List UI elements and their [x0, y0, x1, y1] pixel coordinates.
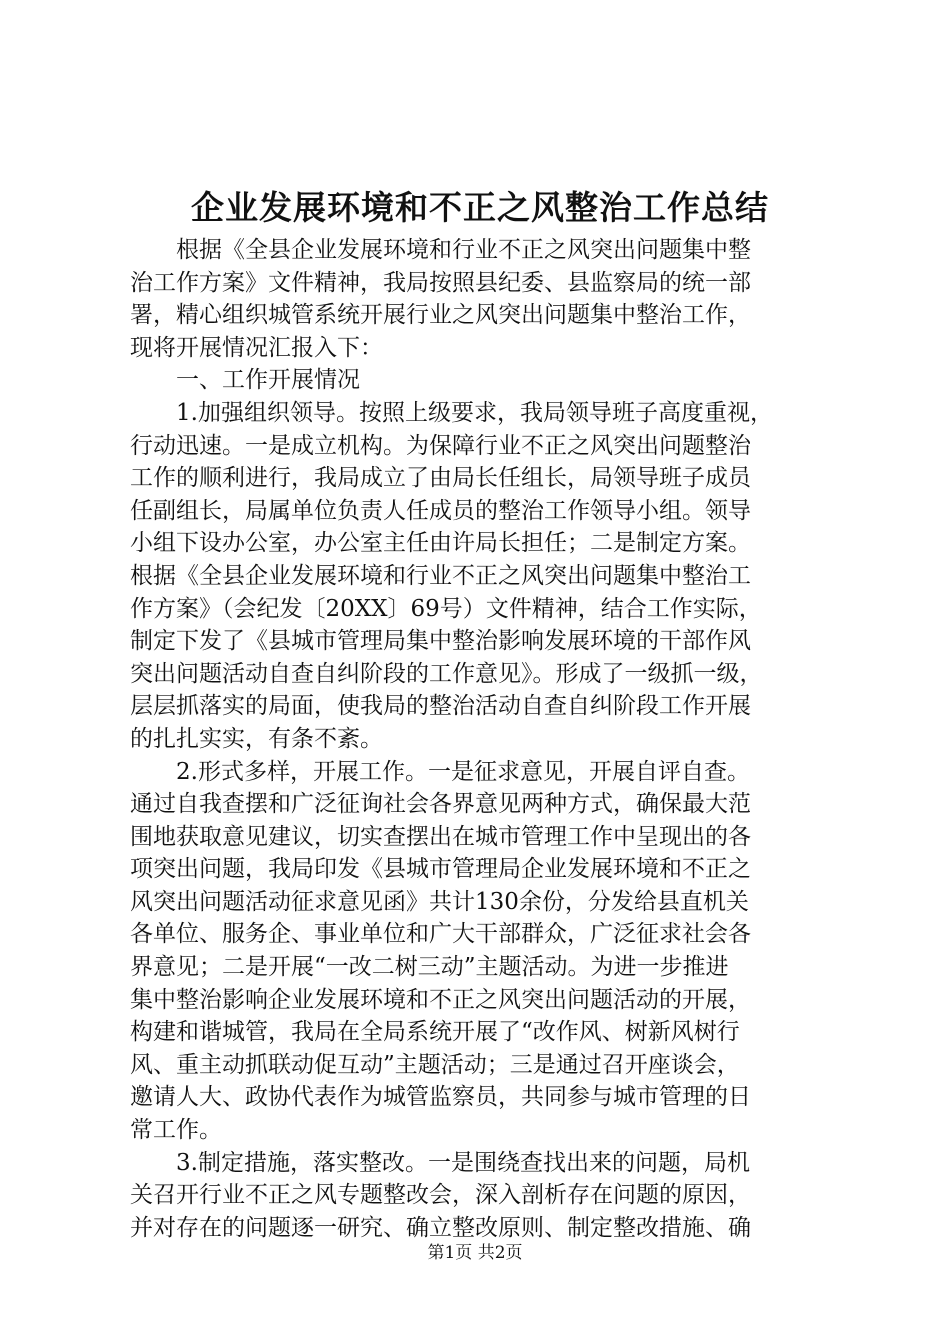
text-line: 制定下发了《县城市管理局集中整治影响发展环境的干部作风 [130, 628, 751, 655]
text-line: 并对存在的问题逐一研究、确立整改原则、制定整改措施、确 [130, 1214, 751, 1241]
text-line: 风、重主动抓联动促互动”主题活动；三是通过召开座谈会， [130, 1051, 740, 1078]
text-line: 界意见；二是开展“一改二树三动”主题活动。为进一步推进 [130, 954, 729, 981]
text-line: 通过自我查摆和广泛征询社会各界意见两种方式，确保最大范 [130, 791, 751, 818]
text-line: 集中整治影响企业发展环境和不正之风突出问题活动的开展， [130, 986, 751, 1013]
page-footer: 第1页 共2页 [427, 1243, 523, 1263]
text-line: 层层抓落实的局面，使我局的整治活动自查自纠阶段工作开展 [130, 693, 751, 720]
text-line: 工作的顺利进行，我局成立了由局长任组长，局领导班子成员 [130, 465, 751, 492]
text-line: 1.加强组织领导。按照上级要求，我局领导班子高度重视， [130, 399, 773, 426]
text-line: 构建和谐城管，我局在全局系统开展了“改作风、树新风树行 [130, 1019, 740, 1046]
text-line: 根据《全县企业发展环境和行业不正之风突出问题集中整 [130, 237, 751, 263]
text-line: 围地获取意见建议，切实查摆出在城市管理工作中呈现出的各 [130, 823, 751, 850]
text-line: 根据《全县企业发展环境和行业不正之风突出问题集中整治工 [130, 562, 751, 589]
section-heading: 一、工作开展情况 [130, 367, 360, 394]
text-line: 小组下设办公室，办公室主任由许局长担任；二是制定方案。 [130, 530, 751, 557]
text-line: 2.形式多样，开展工作。一是征求意见，开展自评自查。 [130, 758, 750, 785]
text-line: 行动迅速。一是成立机构。为保障行业不正之风突出问题整治 [130, 432, 751, 459]
text-line: 关召开行业不正之风专题整改会，深入剖析存在问题的原因， [130, 1182, 751, 1209]
text-line: 常工作。 [130, 1117, 222, 1144]
text-line: 突出问题活动自查自纠阶段的工作意见》。形成了一级抓一级， [130, 660, 763, 687]
text-line: 治工作方案》文件精神，我局按照县纪委、县监察局的统一部 [130, 269, 751, 296]
text-line: 的扎扎实实，有条不紊。 [130, 725, 383, 752]
text-line: 3.制定措施，落实整改。一是围绕查找出来的问题，局机 [130, 1149, 750, 1176]
document-title: 企业发展环境和不正之风整治工作总结 [191, 188, 769, 227]
document-body [130, 234, 840, 1244]
text-line: 邀请人大、政协代表作为城管监察员，共同参与城市管理的日 [130, 1084, 751, 1111]
text-line: 现将开展情况汇报入下： [130, 334, 383, 361]
text-line: 风突出问题活动征求意见函》共计130余份，分发给县直机关 [130, 888, 749, 915]
text-line: 任副组长，局属单位负责人任成员的整治工作领导小组。领导 [130, 497, 751, 524]
text-line: 作方案》（会纪发〔20XX〕69号）文件精神，结合工作实际， [130, 595, 762, 622]
text-line: 各单位、服务企、事业单位和广大干部群众，广泛征求社会各 [130, 921, 751, 948]
text-line: 项突出问题，我局印发《县城市管理局企业发展环境和不正之 [130, 856, 751, 883]
text-line: 署，精心组织城管系统开展行业之风突出问题集中整治工作， [130, 302, 751, 329]
